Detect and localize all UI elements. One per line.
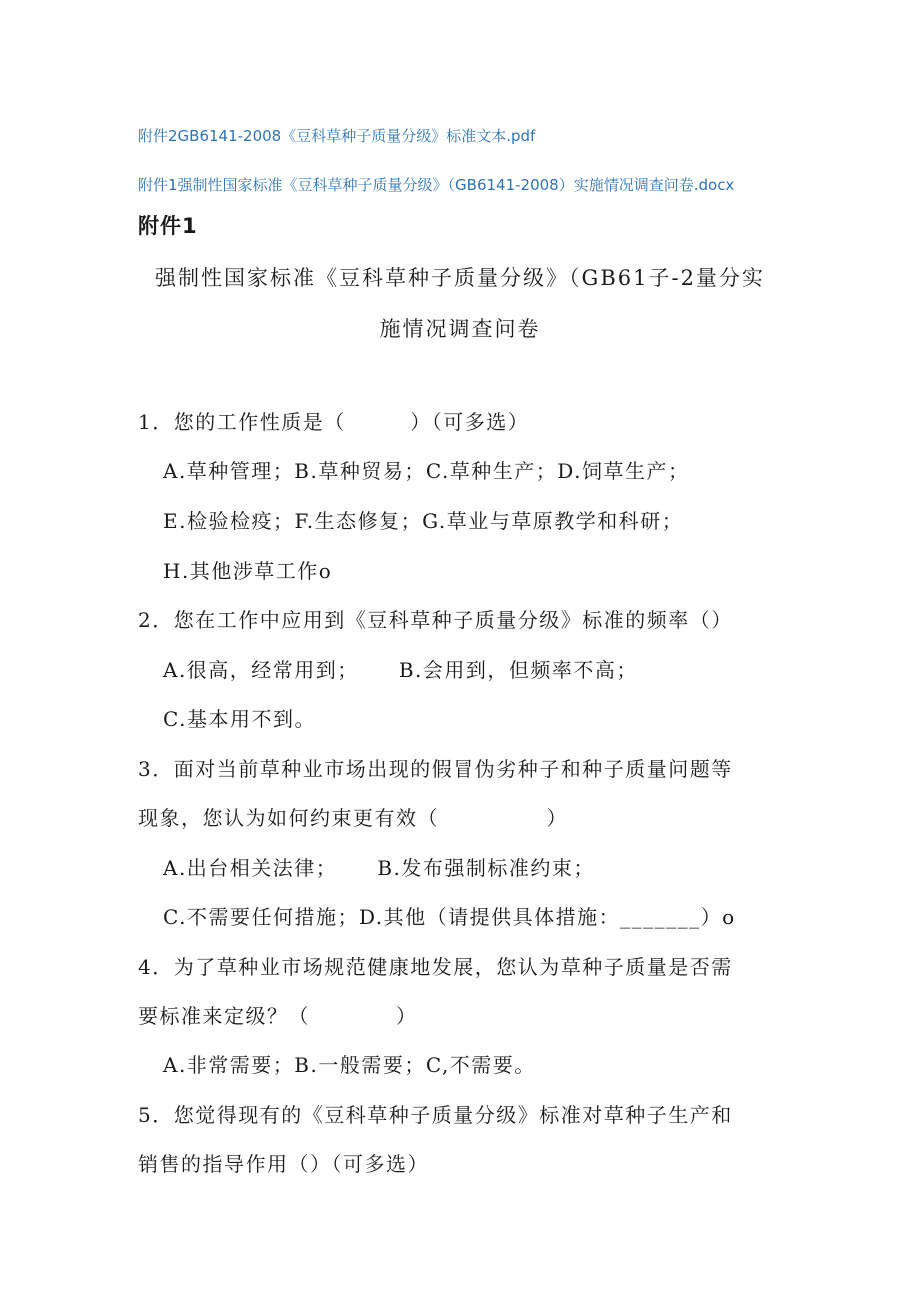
question-2-option-a: A.很高，经常用到；	[163, 658, 359, 682]
question-3-line-1: 3．面对当前草种业市场出现的假冒伪劣种子和种子质量问题等	[138, 757, 733, 781]
question-5-line-1: 5．您觉得现有的《豆科草种子质量分级》标准对草种子生产和	[138, 1103, 733, 1127]
question-5-line-2: 销售的指导作用（）（可多选）	[138, 1152, 429, 1176]
document-title-line-2: 施情况调查问卷	[379, 317, 541, 341]
question-2: 2．您在工作中应用到《豆科草种子质量分级》标准的频率（）	[138, 608, 733, 632]
question-3-line-2: 现象，您认为如何约束更有效（ ）	[138, 806, 568, 830]
question-2-option-c: C.基本用不到。	[163, 707, 316, 731]
question-2-option-b: B.会用到，但频率不高；	[398, 658, 638, 682]
question-4-line-2: 要标准来定级？（ ）	[138, 1004, 418, 1028]
question-3-option-a: A.出台相关法律；	[163, 856, 338, 880]
question-1-options-line-3: H.其他涉草工作o	[163, 559, 333, 583]
question-1-options-line-2: E.检验检疫；F.生态修复；G.草业与草原教学和科研；	[163, 509, 684, 533]
attachment-link-pdf[interactable]: 附件2GB6141-2008《豆科草种子质量分级》标准文本.pdf	[138, 127, 536, 145]
question-2-options-line-1	[163, 654, 638, 683]
question-4-line-1: 4．为了草种业市场规范健康地发展，您认为草种子质量是否需	[138, 955, 733, 979]
question-1: 1．您的工作性质是（ ）（可多选）	[138, 410, 530, 434]
attachment-link-docx[interactable]: 附件1强制性国家标准《豆科草种子质量分级》（GB6141-2008）实施情况调查问卷.docx	[138, 176, 735, 194]
question-3-option-b: B.发布强制标准约束；	[377, 856, 595, 880]
question-3-options-line-2: C.不需要任何措施；D.其他（请提供具体措施：_______）o	[163, 905, 736, 929]
question-4-options: A.非常需要；B.一般需要；C,不需要。	[163, 1053, 536, 1077]
annex-label: 附件1	[138, 214, 198, 238]
question-1-options-line-1: A.草种管理；B.草种贸易；C.草种生产；D.饲草生产；	[163, 459, 690, 483]
question-3-options-line-1	[163, 852, 595, 881]
document-title-line-1: 强制性国家标准《豆科草种子质量分级》（GB61子-2量分实	[155, 266, 765, 290]
